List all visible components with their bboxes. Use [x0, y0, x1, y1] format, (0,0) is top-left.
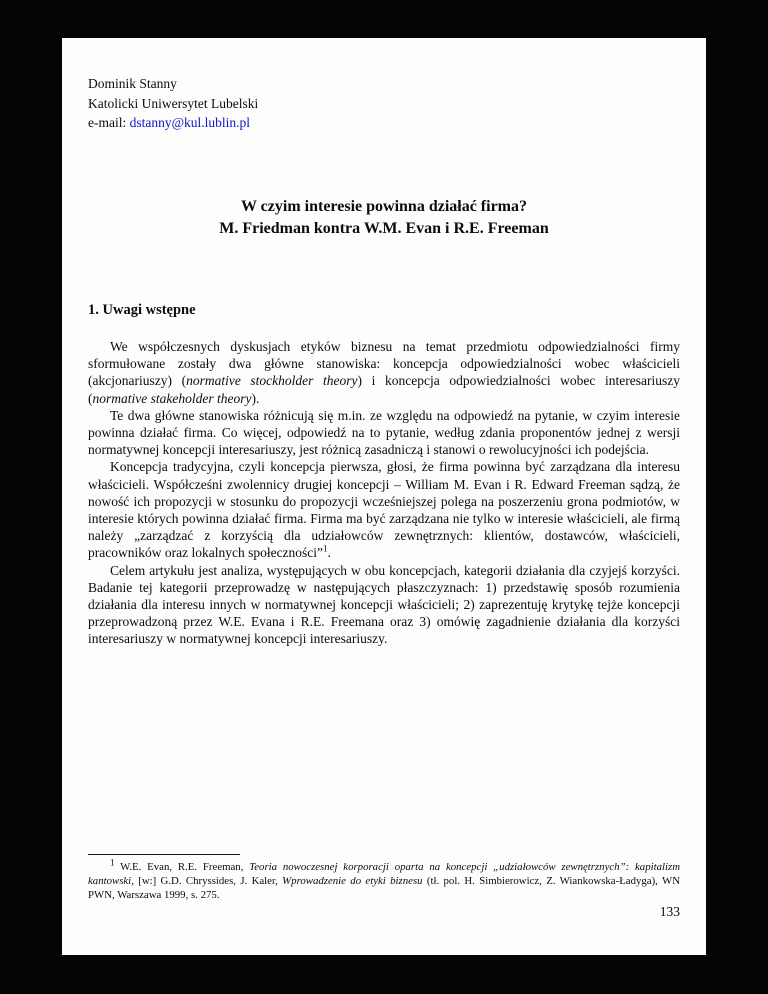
article-body: [88, 338, 680, 648]
paragraph-1-text: We współczesnych dyskusjach etyków biznesu na temat przedmiotu odpowiedzialności firmy sformułowane zostały dwa główne stanowiska: koncepcja odpowiedzialności wobec właścicieli (akcjonariuszy) (: [88, 339, 680, 389]
footnote-cited-title-2: Wprowadzenie do etyki biznesu: [282, 875, 423, 887]
footnote-reference-1: 1: [323, 543, 328, 554]
paper-title-line2: M. Friedman kontra W.M. Evan i R.E. Freeman: [219, 220, 549, 237]
paper-title: [88, 196, 680, 240]
italic-term-stakeholder-theory: normative stakeholder theory: [92, 390, 252, 406]
italic-term-stockholder-theory: normative stockholder theory: [186, 373, 358, 389]
paragraph-1-text: ).: [251, 390, 260, 406]
document-page: [62, 38, 706, 955]
paragraph-3: [88, 458, 680, 561]
paragraph-2-text: Te dwa główne stanowiska różnicują się m.in. ze względu na odpowiedź na pytanie, w czyim interesie powinna działać firma. Co więcej, odpowiedź na to pytanie, według zdania proponentów jednej z wersji normatywnej koncepcji interesariuszy, jest różnicą zasadniczą i stanowi o rewolucyjności ich podejścia.: [88, 407, 680, 458]
author-name: Dominik Stanny: [88, 76, 177, 91]
footnote-text: , [w:] G.D. Chryssides, J. Kaler,: [131, 875, 283, 887]
paper-title-line1: W czyim interesie powinna działać firma?: [240, 198, 528, 215]
footnote-text: (tł. pol. H. Simbierowicz, Z. Wiankowska-Ładyga), WN PWN, Warszawa 1999, s. 275.: [88, 875, 680, 901]
footnote-cited-title-1: Teoria nowoczesnej korporacji oparta na koncepcji „udziałowców zewnętrznych”: kapitalizm kantowski: [88, 861, 680, 887]
paragraph-2: [88, 407, 680, 459]
page-number: 133: [659, 904, 680, 919]
author-block: [88, 74, 258, 133]
paragraph-1-text: ) i koncepcja odpowiedzialności wobec interesariuszy (: [88, 373, 680, 406]
paragraph-3-text: Koncepcja tradycyjna, czyli koncepcja pierwsza, głosi, że firma powinna być zarządzana dla interesu właścicieli. Współcześni zwolennicy drugiej koncepcji – William M. Evan i R. Edward Freeman sądzą, że nowość ich propozycji w stosunku do propozycji wcześniejszej polega na poszerzeniu grona podmiotów, w interesie których powinna działać firma. Firma ma być zarządzana nie tylko w interesie właścicieli, ale firmą należy „zarządzać z korzyścią dla udziałowców zewnętrznych: klientów, dostawców, właścicieli, pracowników oraz lokalnych społeczności”: [88, 459, 680, 561]
paragraph-1: [88, 338, 680, 407]
paragraph-4-text: Celem artykułu jest analiza, występujących w obu koncepcjach, kategorii działania dla czyjejś korzyści. Badanie tej kategorii przeprowadzę w następujących płaszczyznach: 1) przedstawię sposób rozumienia działania dla interesu innych w normatywnej koncepcji właścicieli; 2) zaprezentuję krytykę tejże koncepcji przeprowadzoną przez W.E. Evana i R.E. Freemana oraz 3) omówię zagadnienie działania dla korzyści interesariuszy w normatywnej koncepcji interesariuszy.: [88, 562, 680, 647]
author-affiliation: Katolicki Uniwersytet Lubelski: [88, 95, 259, 111]
footnote-1: [88, 857, 680, 902]
email-link[interactable]: dstanny@kul.lublin.pl: [129, 115, 251, 130]
paragraph-3-text: .: [327, 545, 331, 561]
footnote-separator: [88, 854, 240, 855]
section-heading: 1. Uwagi wstępne: [88, 302, 196, 318]
author-email-line: [88, 113, 258, 133]
paragraph-4: [88, 562, 680, 648]
footnote-marker: 1: [110, 857, 115, 868]
footnote-text: W.E. Evan, R.E. Freeman,: [114, 861, 250, 873]
email-label: e-mail:: [88, 115, 130, 130]
